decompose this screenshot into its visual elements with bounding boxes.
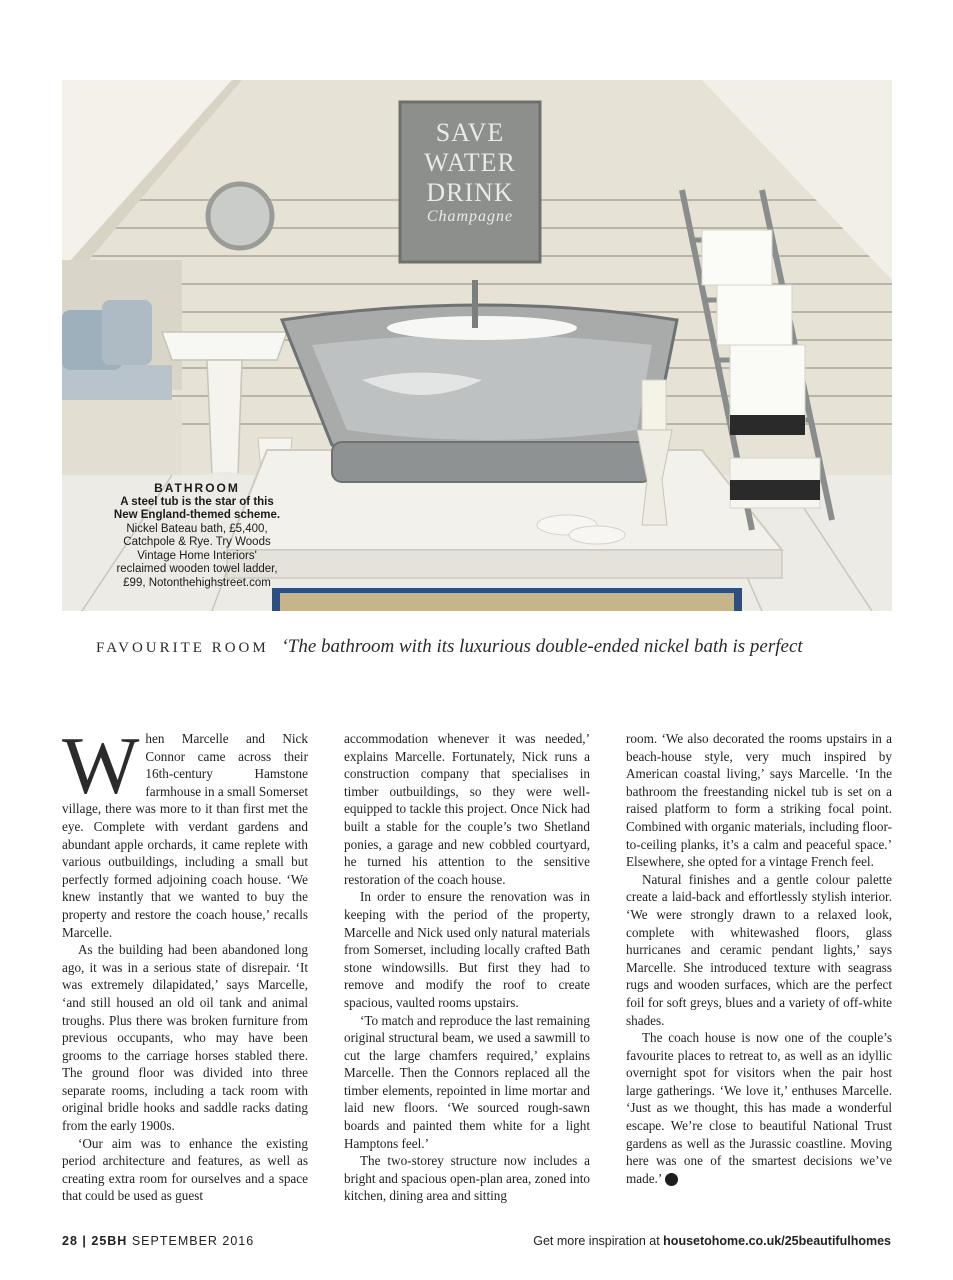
footer-separator: | bbox=[82, 1234, 87, 1248]
article-body bbox=[62, 720, 892, 1220]
pull-quote-text: ‘The bathroom with its luxurious double-ended nickel bath is perfect bbox=[281, 636, 803, 657]
paragraph: ‘Our aim was to enhance the existing period architecture and features, as well as creating extra room for ourselves and a space that could be used as guest bbox=[62, 1135, 308, 1204]
caption-heading: BATHROOM bbox=[154, 481, 240, 495]
caption-bold-line-1: A steel tub is the star of this bbox=[120, 495, 274, 508]
page-footer-left bbox=[62, 1234, 254, 1248]
caption-line-1: Nickel Bateau bath, £5,400, bbox=[126, 522, 268, 535]
pull-quote-kicker: FAVOURITE ROOM bbox=[96, 640, 269, 656]
bathroom-photo bbox=[62, 80, 892, 611]
caption-bold-line-2: New England-themed scheme. bbox=[113, 509, 281, 521]
paragraph: The two-storey structure now includes a bright and spacious open-plan area, zoned into kitchen, dining area and sitting bbox=[344, 1153, 590, 1204]
paragraph: In order to ensure the renovation was in keeping with the period of the property, Marcelle and Nick used only natural materials from Somerset, including locally crafted Bath stone windowsills. But first they had to remove and modify the roof to create spacious, vaulted rooms upstairs. bbox=[344, 889, 590, 1010]
paragraph: When Marcelle and Nick Connor came across their 16th-century Hamstone farmhouse in a small Somerset village, there was more to it than first met the eye. Complete with verdant gardens and abundant apple orchards, it came replete with various outbuildings, including a small but perfectly formed adjoining coach house. ‘We knew instantly that we wanted to buy the property and restore the coach house,’ recalls Marcelle. bbox=[62, 720, 309, 940]
page-number: 28 bbox=[62, 1234, 78, 1248]
drop-cap: W bbox=[62, 720, 140, 811]
sign-line-2: WATER bbox=[424, 148, 516, 177]
footer-website-link[interactable]: housetohome.co.uk/25beautifulhomes bbox=[663, 1234, 891, 1248]
caption-line-4: reclaimed wooden towel ladder, bbox=[116, 563, 278, 575]
footer-more-prefix: Get more inspiration at bbox=[533, 1234, 660, 1248]
magazine-name: 25BH bbox=[91, 1234, 128, 1248]
caption-line-5: £99, Notonthehighstreet.com bbox=[123, 576, 271, 589]
sign-script: Champagne bbox=[426, 208, 514, 225]
page-footer-right bbox=[533, 1234, 891, 1248]
photo-caption bbox=[62, 482, 332, 590]
paragraph: ‘To match and reproduce the last remaining original structural beam, we used a sawmill to cut the large chamfers required,’ explains Marcelle. Then the Connors replaced all the timber elements, repointed in lime mortar and laid new floors. ‘We sourced rough-sawn boards and painted them white for a light Hamptons feel.’ bbox=[344, 1012, 590, 1151]
round-mirror bbox=[208, 184, 272, 248]
sign-line-1: SAVE bbox=[435, 118, 505, 147]
paragraph: The coach house is now one of the couple’s favourite places to retreat to, as well as an idyllic overnight spot for visitors when the pair host large gatherings. ‘We love it,’ enthuses Marcelle. ‘Just as we thought, this has made a wonderful escape. We’re close to beautiful National Trust gardens as well as the Jurassic coastline. Moving here was one of the smartest decisions we’ve made.’ 25 bbox=[626, 1030, 892, 1186]
article-column-1 bbox=[62, 720, 309, 1205]
paragraph: room. ‘We also decorated the rooms upstairs in a beach-house style, very much inspired by American coastal living,’ says Marcelle. ‘In the bathroom the freestanding nickel tub is set on a raised platform to form a striking focal point. Combined with organic materials, including floor-to-ceiling planks, it’s a calm and peaceful space.’ Elsewhere, she opted for a vintage French feel. bbox=[626, 731, 892, 870]
article-column-2 bbox=[344, 730, 590, 1205]
paragraph: Natural finishes and a gentle colour palette create a laid-back and effortlessly stylish interior. ‘We were strongly drawn to a relaxed look, complete with whitewashed floors, glass hurricanes and ceramic pendant lights,’ says Marcelle. She introduced texture with seagrass rugs and wooden surfaces, which are the perfect foil for soft greys, blues and a variety of off-white shades. bbox=[626, 871, 892, 1028]
article-column-3 bbox=[626, 730, 892, 1187]
issue-date: SEPTEMBER 2016 bbox=[131, 1234, 255, 1248]
caption-line-2: Catchpole & Rye. Try Woods bbox=[123, 536, 271, 548]
sign-line-3: DRINK bbox=[426, 178, 514, 207]
paragraph: accommodation whenever it was needed,’ explains Marcelle. Fortunately, Nick runs a construction company that specialises in timber outbuildings, so they were well-equipped to tackle this project. Once Nick had built a stable for the couple’s two Shetland ponies, a garage and new cobbled courtyard, he turned his attention to the sensitive restoration of the coach house. bbox=[344, 731, 590, 887]
caption-line-3: Vintage Home Interiors' bbox=[137, 549, 257, 562]
end-mark-icon: 25 bbox=[665, 1173, 678, 1186]
sign-text bbox=[400, 118, 540, 226]
pedestal-sink bbox=[162, 332, 287, 360]
paragraph: As the building had been abandoned long ago, it was in a serious state of disrepair. ‘It was extremely dilapidated,’ says Marcelle, ‘and still housed an old oil tank and animal troughs. Plus there was broken furniture from previous occupants, who may have been grooms to the carriage horses stabled there. The ground floor was divided into three separate rooms, including a tack room with original bridle hooks and saddle racks dating from the early 1900s. bbox=[62, 942, 308, 1134]
pull-quote bbox=[96, 636, 916, 658]
